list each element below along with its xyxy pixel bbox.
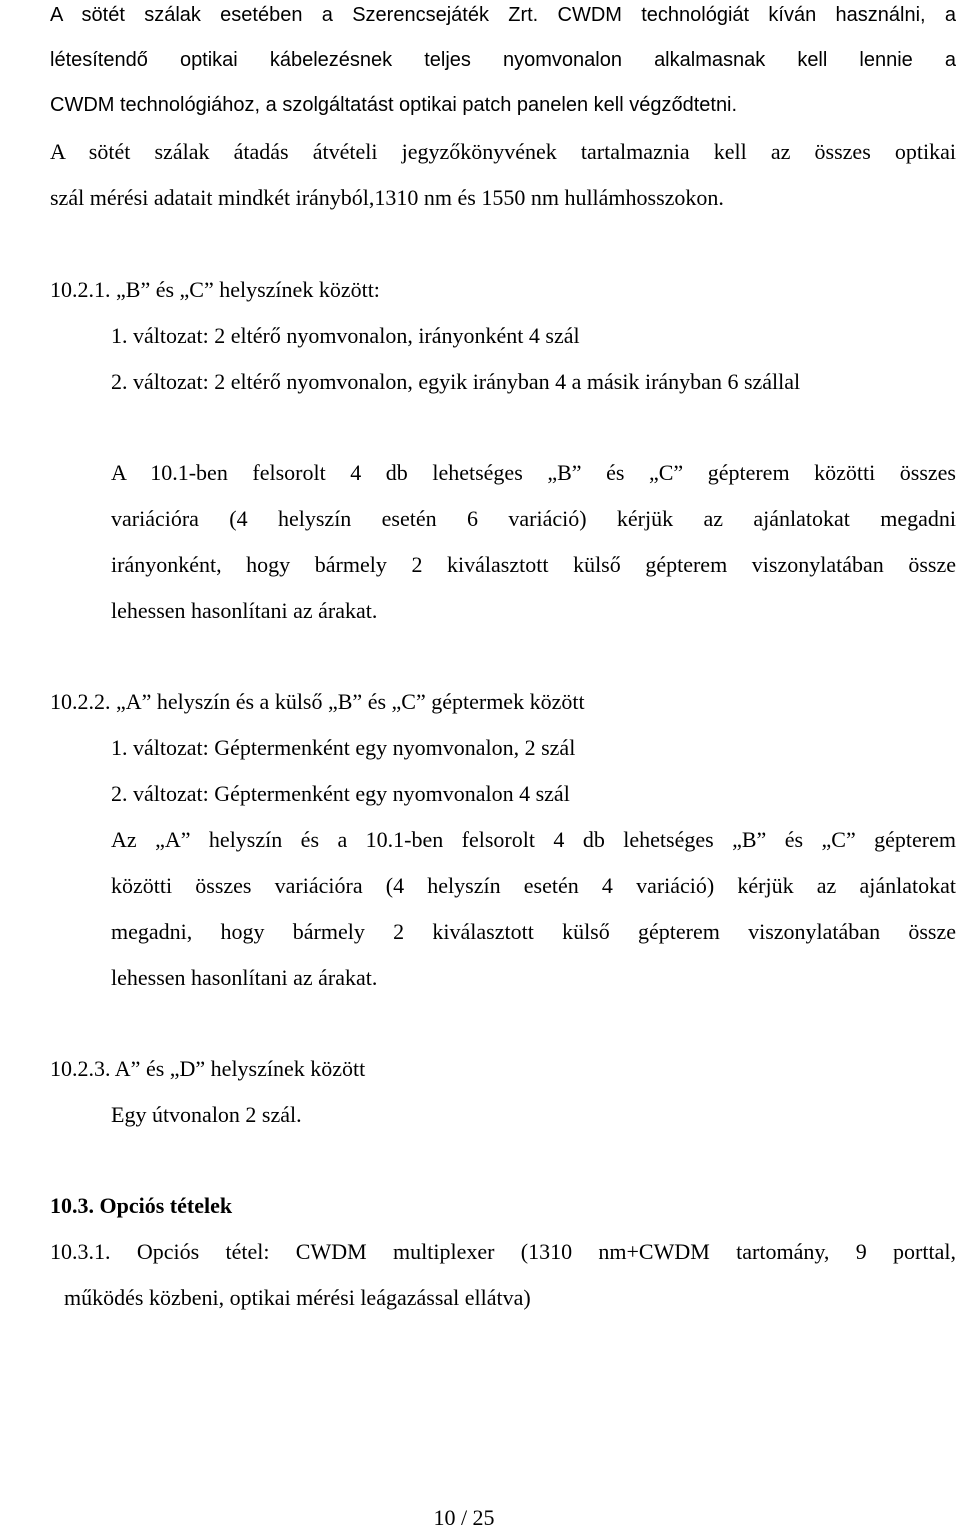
paragraph-line: A 10.1-ben felsorolt 4 db lehetséges „B” és „C” gépterem közötti összes — [111, 460, 956, 485]
variant-item: 2. változat: Géptermenként egy nyomvonalon 4 szál — [111, 781, 570, 806]
intro-line-2: létesítendő optikai kábelezésnek teljes nyomvonalon alkalmasnak kell lennie a — [50, 49, 956, 71]
paragraph-line: lehessen hasonlítani az árakat. — [111, 598, 378, 623]
variant-item: 2. változat: 2 eltérő nyomvonalon, egyik irányban 4 a másik irányban 6 szállal — [111, 369, 801, 394]
section-10-2-2-heading: 10.2.2. „A” helyszín és a külső „B” és „C” géptermek között — [50, 689, 585, 714]
section-10-2-3-text: Egy útvonalon 2 szál. — [111, 1102, 302, 1127]
paragraph-line: irányonként, hogy bármely 2 kiválasztott külső gépterem viszonylatában össze — [111, 552, 956, 577]
variant-item: 1. változat: Géptermenként egy nyomvonalon, 2 szál — [111, 735, 576, 760]
option-item-line-1: 10.3.1. Opciós tétel: CWDM multiplexer (1310 nm+CWDM tartomány, 9 porttal, — [50, 1239, 956, 1264]
option-item-line-2: működés közbeni, optikai mérési leágazással ellátva) — [64, 1285, 531, 1310]
section-10-2-3-heading: 10.2.3. A” és „D” helyszínek között — [50, 1056, 366, 1081]
section-10-3-heading: 10.3. Opciós tételek — [50, 1193, 233, 1218]
paragraph-line: közötti összes variációra (4 helyszín esetén 4 variáció) kérjük az ajánlatokat — [111, 873, 956, 898]
variant-item: 1. változat: 2 eltérő nyomvonalon, irányonként 4 szál — [111, 323, 580, 348]
paragraph-line: Az „A” helyszín és a 10.1-ben felsorolt 4 db lehetséges „B” és „C” gépterem — [111, 827, 956, 852]
paragraph-line: lehessen hasonlítani az árakat. — [111, 965, 378, 990]
page-number: 10 / 25 — [433, 1505, 495, 1530]
intro-line-1: A sötét szálak esetében a Szerencsejáték Zrt. CWDM technológiát kíván használni, a — [50, 4, 956, 26]
handover-line-2: szál mérési adatait mindkét irányból,1310 nm és 1550 nm hullámhosszokon. — [50, 185, 724, 210]
paragraph-line: megadni, hogy bármely 2 kiválasztott külső gépterem viszonylatában össze — [111, 919, 956, 944]
handover-line-1: A sötét szálak átadás átvételi jegyzőkönyvének tartalmaznia kell az összes optikai — [50, 139, 956, 164]
intro-line-3: CWDM technológiához, a szolgáltatást optikai patch panelen kell végződtetni. — [50, 94, 738, 116]
section-10-2-1-heading: 10.2.1. „B” és „C” helyszínek között: — [50, 277, 380, 302]
paragraph-line: variációra (4 helyszín esetén 6 variáció) kérjük az ajánlatokat megadni — [111, 506, 956, 531]
